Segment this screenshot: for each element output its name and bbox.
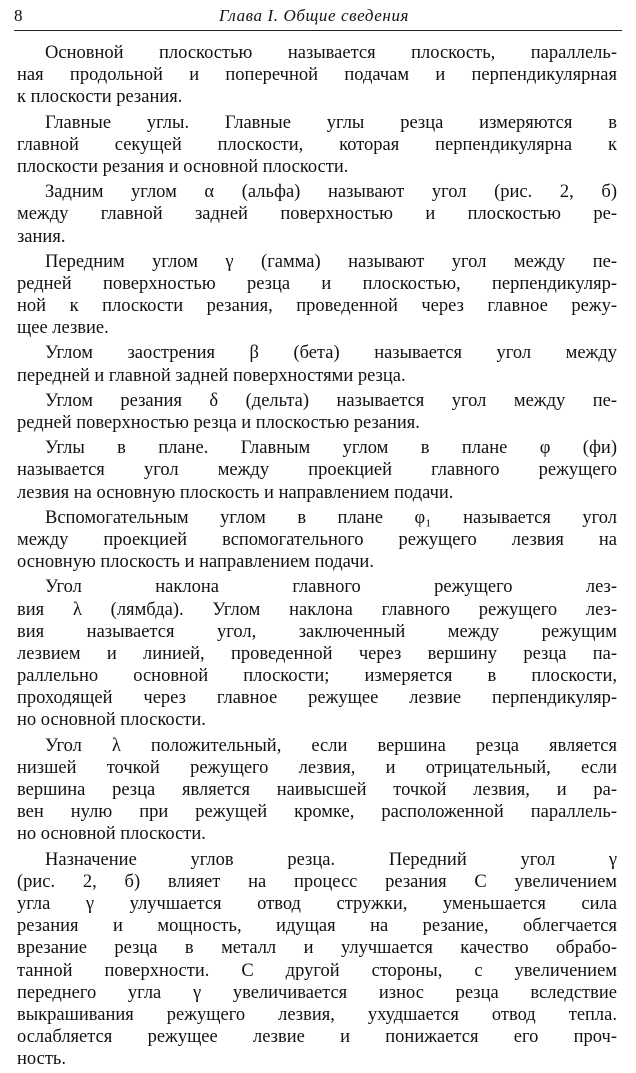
text-line: щее лезвие. [17,318,109,339]
text-line: плоскости резания и основной плоскости. [17,156,349,177]
text-line: редней поверхностью резца и плоскостью, перпендикуляр- [17,273,617,294]
text-line: Угол λ положительный, если вершина резца является [45,735,617,756]
text-line: ная продольной и поперечной подачам и перпендикулярная [17,65,617,86]
text-line: ной к плоскости резания, проведенной через главное режу- [17,296,617,317]
paragraph [17,507,617,574]
text-line: Задним углом α (альфа) называют угол (рис. 2, б) [45,182,617,203]
paragraph [17,112,617,179]
text-line: врезание резца в металл и улучшается качество обрабо- [17,938,617,959]
text-line: Углом резания δ (дельта) называется угол между пе- [45,390,617,411]
paragraph [17,390,617,434]
text-line: Углом заострения β (бета) называется угол между [45,343,617,364]
text-line: вен нулю при режущей кромке, расположенной параллель- [17,802,617,823]
text-line: передней и главной задней поверхностями резца. [17,365,406,386]
text-line: Назначение углов резца. Передний угол γ [45,849,617,870]
running-head: Глава I. Общие сведения [219,6,410,25]
paragraph [17,42,617,109]
text-line: Углы в плане. Главным углом в плане φ (фи) [45,438,617,459]
paragraph [17,342,617,386]
text-line: называется угол между проекцией главного режущего [17,460,617,481]
text-line: резания и мощность, идущая на резание, облегчается [17,916,617,937]
text-line: главной секущей плоскости, которая перпендикулярна к [17,134,617,155]
text-line: но основной плоскости. [17,710,206,731]
text-line: между проекцией вспомогательного режущего лезвия на [17,529,617,550]
paragraph [17,735,617,846]
text-line: к плоскости резания. [17,87,183,108]
paragraph [17,849,617,1071]
text-line: Угол наклона главного режущего лез- [45,577,617,598]
page-header [14,4,622,31]
text-line: вия λ (лямбда). Углом наклона главного режущего лез- [17,599,617,620]
text-line: Вспомогательным углом в плане φ₁ называется угол [45,507,617,528]
text-line: проходящей через главное режущее лезвие перпендикуляр- [17,688,617,709]
text-line: вершина резца является наивысшей точкой лезвия, и ра- [17,780,617,800]
text-line: низшей точкой режущего лезвия, и отрицательный, если [17,757,617,778]
text-line: выкрашивания режущего лезвия, ухудшается отвод тепла. [17,1004,617,1025]
text-line: но основной плоскости. [17,824,206,845]
text-line: лезвием и линией, проведенной через вершину резца па- [17,643,617,664]
text-line: ность. [17,1049,66,1070]
text-line: угла γ улучшается отвод стружки, уменьшается сила [17,893,617,914]
text-line: редней поверхностью резца и плоскостью резания. [17,413,420,433]
text-line: Главные углы. Главные углы резца измеряются в [45,112,617,133]
text-line: между главной задней поверхностью и плоскостью ре- [17,204,617,225]
text-line: ослабляется режущее лезвие и понижается его проч- [17,1027,617,1048]
text-line: вия называется угол, заключенный между режущим [17,621,617,642]
paragraph [17,576,617,731]
text-line: зания. [17,226,66,247]
text-line: танной поверхности. С другой стороны, с увеличением [17,960,617,981]
text-line: раллельно основной плоскости; измеряется в плоскости, [17,666,617,687]
text-line: основную плоскость и направлением подачи. [17,552,374,573]
page-number: 8 [14,6,23,25]
paragraph [17,251,617,340]
body-text [17,42,617,1073]
text-line: (рис. 2, б) влияет на процесс резания С увеличением [17,871,617,892]
text-line: лезвия на основную плоскость и направлением подачи. [17,482,454,503]
text-line: Передним углом γ (гамма) называют угол между пе- [45,251,617,272]
paragraph [17,437,617,504]
paragraph [17,181,617,248]
text-line: Основной плоскостью называется плоскость, параллель- [45,43,617,63]
text-line: переднего угла γ увеличивается износ резца вследствие [17,982,617,1003]
